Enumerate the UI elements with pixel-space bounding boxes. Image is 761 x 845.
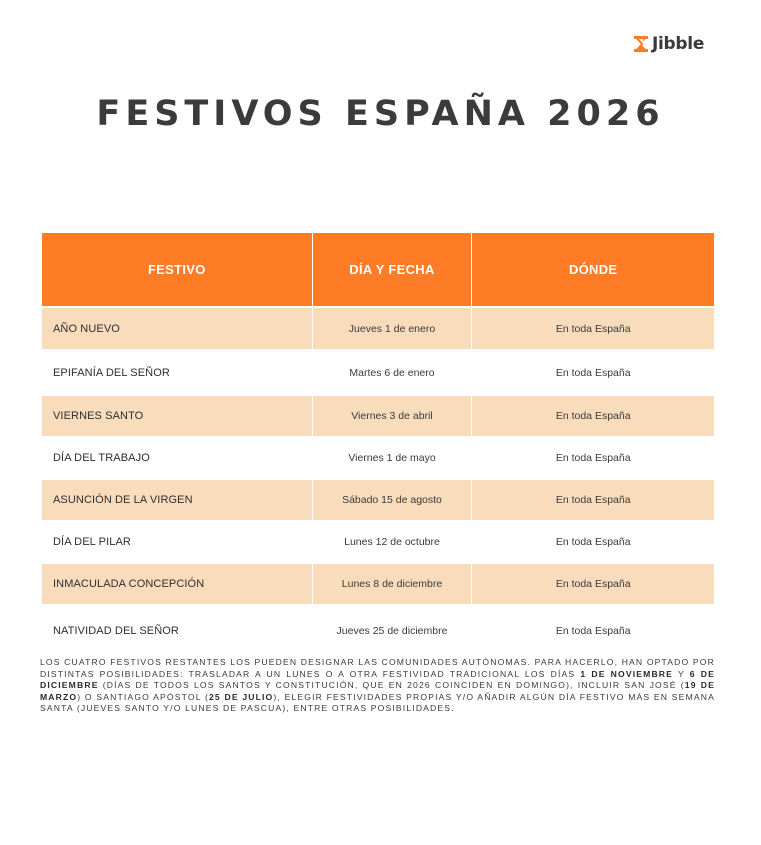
holiday-name: AÑO NUEVO: [42, 308, 312, 349]
brand-name: Jibble: [652, 34, 705, 54]
table-header-row: [42, 233, 714, 306]
holiday-name: DÍA DEL PILAR: [53, 536, 131, 548]
holiday-date: Lunes 8 de diciembre: [313, 564, 472, 604]
holiday-region: En toda España: [555, 625, 631, 637]
footnote-bold-date: 19 DE MARZO: [40, 680, 716, 702]
header-festivo: FESTIVO: [42, 233, 312, 306]
hourglass-icon: [633, 35, 649, 53]
holiday-name: INMACULADA CONCEPCIÓN: [42, 564, 312, 604]
holiday-region: En toda España: [472, 308, 714, 349]
page-title: FESTIVOS ESPAÑA 2026: [96, 94, 665, 134]
table-row: [42, 520, 714, 564]
holiday-name: EPIFANÍA DEL SEÑOR: [53, 366, 170, 379]
holiday-region: En toda España: [472, 564, 714, 604]
header-donde: DÓNDE: [472, 233, 714, 306]
footnote: [40, 657, 715, 715]
header-dia-fecha: DÍA Y FECHA: [313, 233, 472, 306]
holiday-name: NATIVIDAD DEL SEÑOR: [53, 625, 179, 637]
holiday-date: Viernes 3 de abril: [313, 396, 472, 436]
table-row: [42, 564, 714, 604]
holiday-name: VIERNES SANTO: [42, 396, 312, 436]
table-row: [42, 604, 714, 658]
holiday-date: Sábado 15 de agosto: [313, 480, 472, 520]
holiday-date: Lunes 12 de octubre: [344, 536, 440, 548]
table-row: [42, 480, 714, 520]
table-row: [42, 308, 714, 349]
table-row: [42, 396, 714, 436]
holiday-region: En toda España: [555, 536, 631, 548]
table-row: [42, 349, 714, 396]
holiday-region: En toda España: [472, 480, 714, 520]
holiday-date: Martes 6 de enero: [349, 366, 435, 379]
holidays-table: [42, 233, 714, 658]
holiday-date: Viernes 1 de mayo: [348, 452, 436, 464]
jibble-logo: [633, 33, 704, 55]
footnote-bold-date: 1 DE NOVIEMBRE: [580, 668, 674, 679]
holiday-date: Jueves 25 de diciembre: [336, 625, 448, 637]
holiday-name: DÍA DEL TRABAJO: [53, 452, 150, 464]
holiday-region: En toda España: [472, 396, 714, 436]
footnote-text: LOS CUATRO FESTIVOS RESTANTES LOS PUEDEN DESIGNAR LAS COMUNIDADES AUTÓNOMAS. PARA HACERLO, HAN OPTADO POR DISTINTAS POSIBILIDADES: TRASLADAR A UN LUNES O A OTRA FESTIVIDAD TRADICIONAL LOS DÍAS: [40, 657, 715, 679]
holiday-region: En toda España: [555, 452, 631, 464]
holiday-date: Jueves 1 de enero: [313, 308, 472, 349]
footnote-bold-date: 25 DE JULIO: [208, 691, 274, 702]
holiday-region: En toda España: [555, 366, 631, 379]
footnote-text: (DÍAS DE TODOS LOS SANTOS Y CONSTITUCIÓN, QUE EN 2026 COINCIDEN EN DOMINGO), INCLUIR SAN JOSÉ (: [98, 680, 685, 691]
footnote-text: Y: [673, 668, 690, 679]
holiday-name: ASUNCIÓN DE LA VIRGEN: [42, 480, 312, 520]
footnote-text: ), ELEGIR FESTIVIDADES PROPIAS Y/O AÑADIR ALGÚN DÍA FESTIVO MÁS EN SEMANA SANTA (JUEVES SANTO Y/O LUNES DE PASCUA), ENTRE OTRAS POSIBILIDADES.: [40, 691, 715, 714]
footnote-bold-date: 6 DE DICIEMBRE: [40, 668, 715, 691]
footnote-text: ) O SANTIAGO APÓSTOL (: [77, 691, 209, 702]
table-row: [42, 436, 714, 480]
